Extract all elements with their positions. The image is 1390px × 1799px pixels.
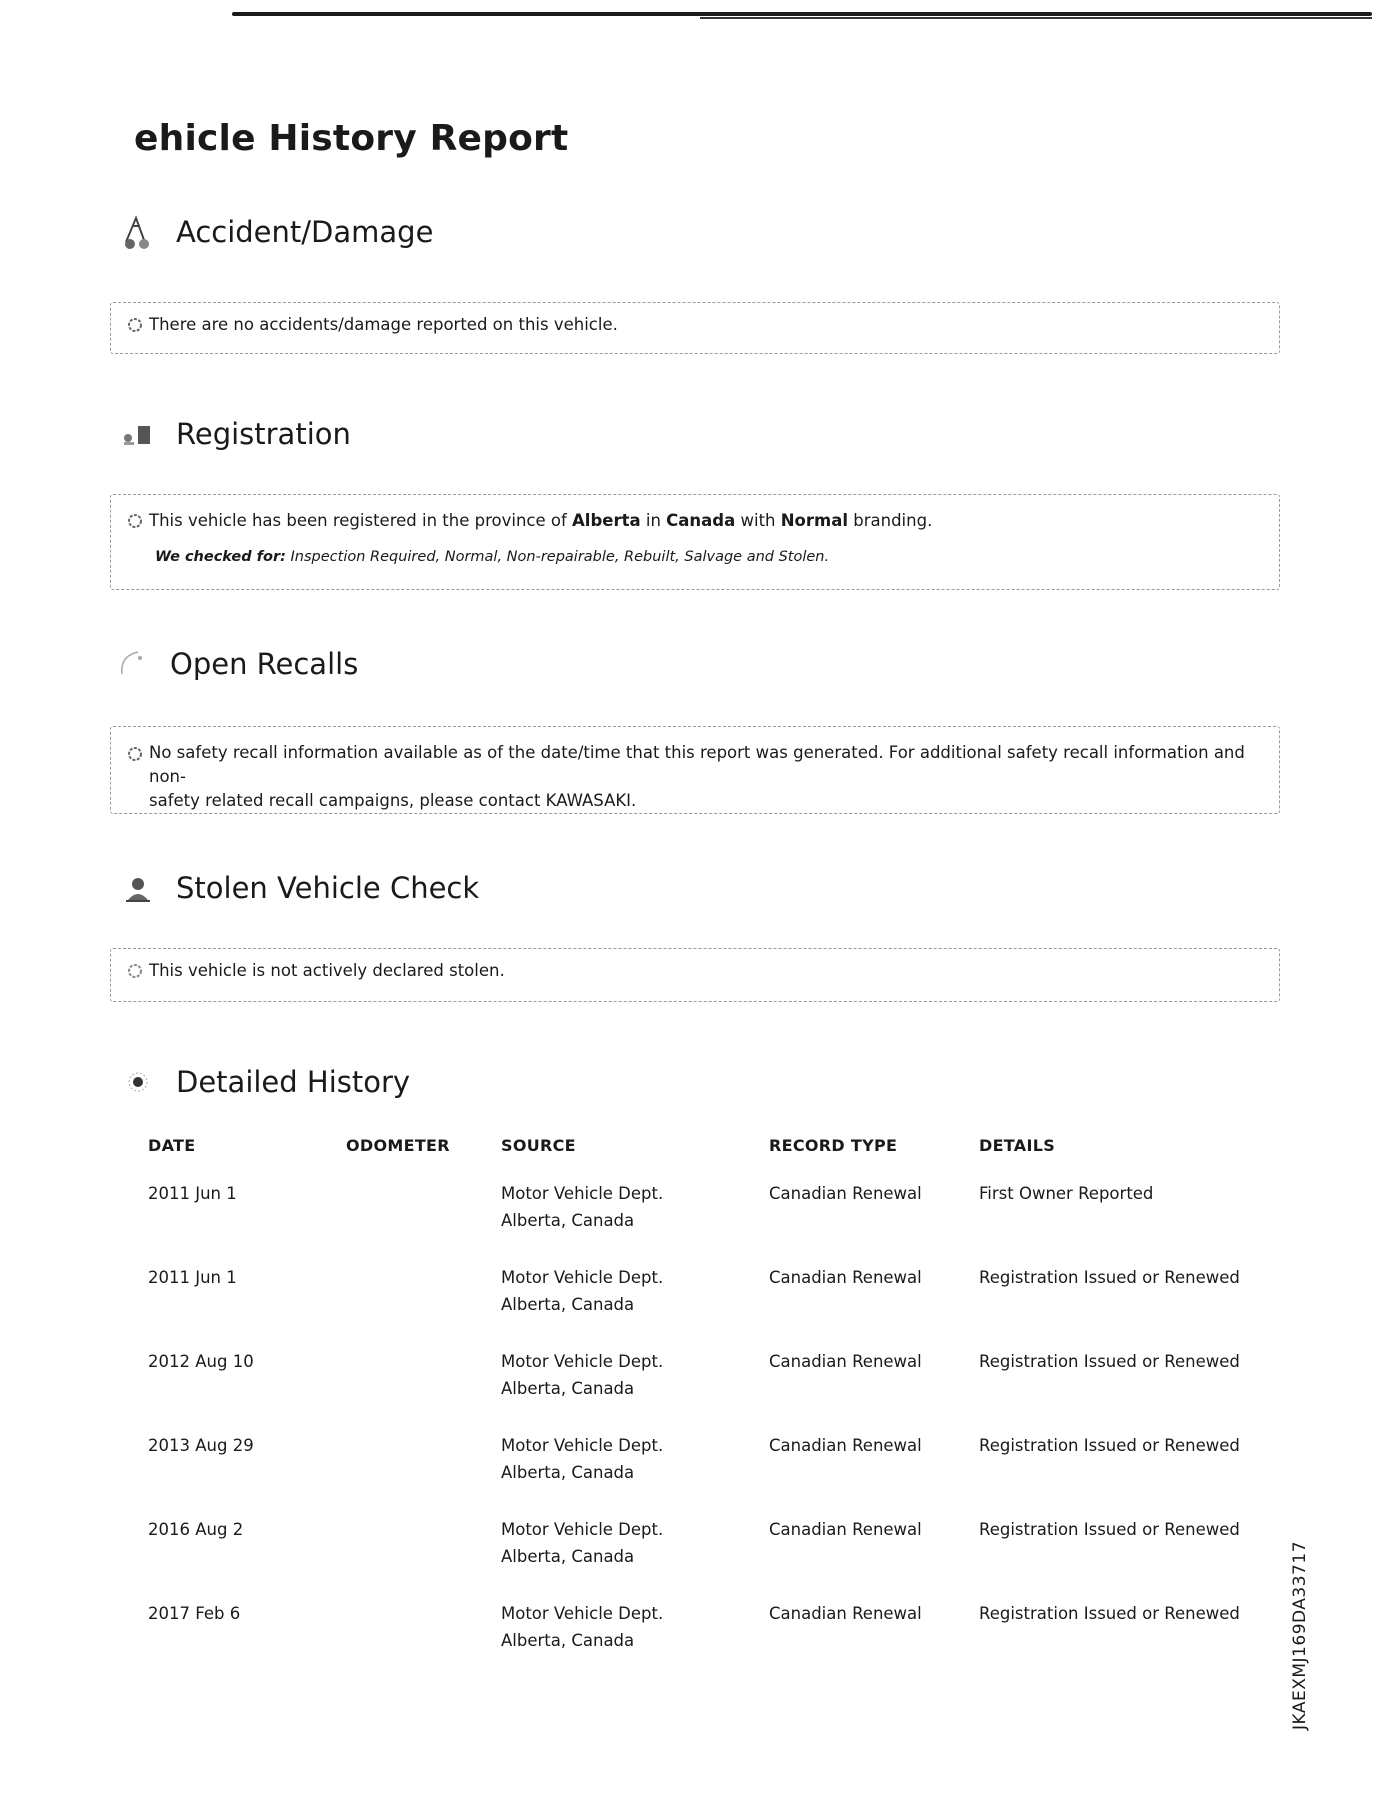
section-stolen-title: Stolen Vehicle Check xyxy=(176,871,480,905)
source-line2: Alberta, Canada xyxy=(501,1547,635,1566)
cell-odometer xyxy=(346,1264,501,1348)
source-line2: Alberta, Canada xyxy=(501,1379,635,1398)
accident-box xyxy=(110,302,1280,354)
cell-details: First Owner Reported xyxy=(979,1184,1154,1203)
cell-source xyxy=(501,1348,769,1432)
cell-details: Registration Issued or Renewed xyxy=(979,1436,1240,1455)
cell-record-type: Canadian Renewal xyxy=(769,1268,922,1287)
source-line2: Alberta, Canada xyxy=(501,1631,635,1650)
registration-message xyxy=(149,511,932,530)
report-title: ehicle History Report xyxy=(134,118,569,159)
cell-record-type: Canadian Renewal xyxy=(769,1520,922,1539)
source-line2: Alberta, Canada xyxy=(501,1211,635,1230)
cell-source xyxy=(501,1180,769,1264)
registration-msg-post: branding. xyxy=(848,511,933,530)
thief-icon xyxy=(118,868,158,908)
col-details: DETAILS xyxy=(979,1136,1056,1155)
stolen-message: This vehicle is not actively declared stolen. xyxy=(149,961,505,980)
cell-details: Registration Issued or Renewed xyxy=(979,1268,1240,1287)
crash-icon xyxy=(118,212,158,252)
section-accident-title: Accident/Damage xyxy=(176,215,434,249)
cell-odometer xyxy=(346,1180,501,1264)
check-badge-icon xyxy=(127,745,143,761)
registration-branding: Normal xyxy=(780,511,849,530)
col-date: DATE xyxy=(148,1136,196,1155)
col-record-type: RECORD TYPE xyxy=(769,1136,898,1155)
table-row xyxy=(148,1264,1258,1348)
checked-for-list: Inspection Required, Normal, Non-repairable, Rebuilt, Salvage and Stolen. xyxy=(285,549,830,565)
col-source: SOURCE xyxy=(501,1136,576,1155)
history-header-row xyxy=(148,1136,1258,1180)
source-line1: Motor Vehicle Dept. xyxy=(501,1520,664,1539)
section-history-title: Detailed History xyxy=(176,1065,411,1099)
cell-details: Registration Issued or Renewed xyxy=(979,1352,1240,1371)
recalls-message-line1: No safety recall information available as of the date/time that this report was generated. For additional safety recall information and non- xyxy=(149,743,1245,786)
table-row xyxy=(148,1348,1258,1432)
cell-record-type: Canadian Renewal xyxy=(769,1352,922,1371)
accident-message: There are no accidents/damage reported on this vehicle. xyxy=(149,315,618,334)
cell-record-type: Canadian Renewal xyxy=(769,1184,922,1203)
cell-odometer xyxy=(346,1516,501,1600)
source-line1: Motor Vehicle Dept. xyxy=(501,1268,664,1287)
table-row xyxy=(148,1432,1258,1516)
cell-record-type: Canadian Renewal xyxy=(769,1604,922,1623)
section-accident-header xyxy=(118,212,433,252)
cell-source xyxy=(501,1600,769,1684)
col-odometer: ODOMETER xyxy=(346,1136,450,1155)
cell-details: Registration Issued or Renewed xyxy=(979,1520,1240,1539)
recall-icon xyxy=(112,644,152,684)
section-recalls-title: Open Recalls xyxy=(170,647,359,681)
check-badge-icon xyxy=(127,513,143,529)
registration-province: Alberta xyxy=(572,511,641,530)
cell-odometer xyxy=(346,1432,501,1516)
cell-source xyxy=(501,1432,769,1516)
table-row xyxy=(148,1600,1258,1684)
source-line2: Alberta, Canada xyxy=(501,1463,635,1482)
source-line1: Motor Vehicle Dept. xyxy=(501,1352,664,1371)
check-badge-icon xyxy=(127,963,143,979)
registration-country: Canada xyxy=(666,511,736,530)
section-registration-title: Registration xyxy=(176,417,351,451)
registration-msg-with: with xyxy=(735,511,781,530)
cell-odometer xyxy=(346,1600,501,1684)
cell-date: 2016 Aug 2 xyxy=(148,1520,244,1539)
cell-record-type: Canadian Renewal xyxy=(769,1436,922,1455)
cell-details: Registration Issued or Renewed xyxy=(979,1604,1240,1623)
registration-box xyxy=(110,494,1280,590)
section-stolen-header xyxy=(118,868,479,908)
recalls-message xyxy=(149,741,1279,813)
registration-msg-pre: This vehicle has been registered in the province of xyxy=(149,511,573,530)
source-line2: Alberta, Canada xyxy=(501,1295,635,1314)
table-row xyxy=(148,1180,1258,1264)
cell-date: 2011 Jun 1 xyxy=(148,1268,237,1287)
history-table xyxy=(148,1136,1258,1684)
recalls-message-line2: safety related recall campaigns, please contact KAWASAKI. xyxy=(149,791,637,810)
section-registration-header xyxy=(118,414,351,454)
registration-msg-in: in xyxy=(640,511,667,530)
cell-date: 2012 Aug 10 xyxy=(148,1352,254,1371)
cell-date: 2011 Jun 1 xyxy=(148,1184,237,1203)
cell-source xyxy=(501,1516,769,1600)
section-recalls-header xyxy=(112,644,358,684)
cell-date: 2017 Feb 6 xyxy=(148,1604,241,1623)
cell-date: 2013 Aug 29 xyxy=(148,1436,254,1455)
registration-checked-for xyxy=(155,549,829,565)
stolen-box xyxy=(110,948,1280,1002)
vin-number: JKAEXMJ169DA33717 xyxy=(1290,1540,1310,1730)
source-line1: Motor Vehicle Dept. xyxy=(501,1436,664,1455)
recalls-box xyxy=(110,726,1280,814)
source-line1: Motor Vehicle Dept. xyxy=(501,1604,664,1623)
checked-for-label: We checked for: xyxy=(155,549,286,565)
registration-icon xyxy=(118,414,158,454)
history-icon xyxy=(118,1062,158,1102)
cell-odometer xyxy=(346,1348,501,1432)
source-line1: Motor Vehicle Dept. xyxy=(501,1184,664,1203)
table-row xyxy=(148,1516,1258,1600)
check-badge-icon xyxy=(127,317,143,333)
scan-top-line xyxy=(232,12,1372,16)
scan-top-line-thin xyxy=(700,17,1372,19)
cell-source xyxy=(501,1264,769,1348)
section-history-header xyxy=(118,1062,410,1102)
